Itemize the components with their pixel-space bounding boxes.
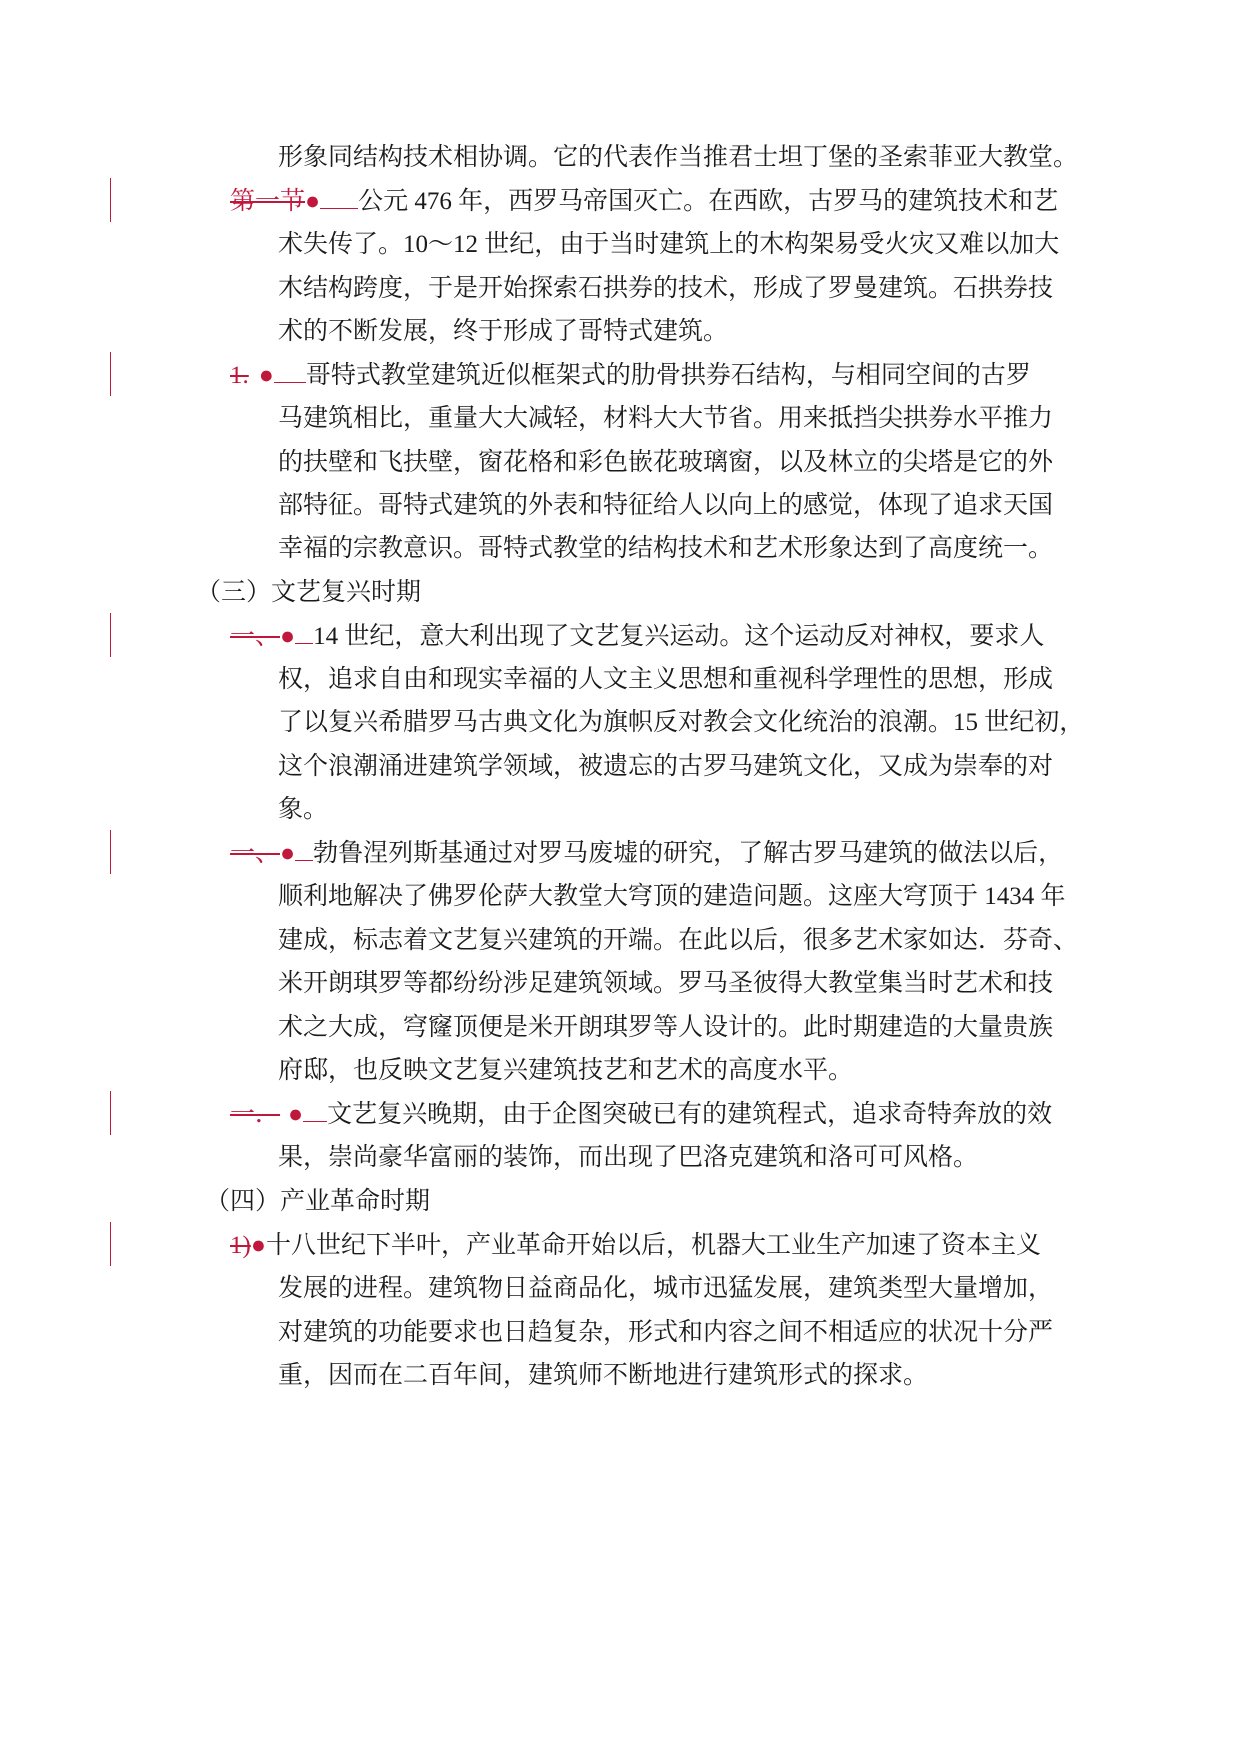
- bullet-icon: ●: [250, 1232, 266, 1259]
- paragraph-line: 幸福的宗教意识。哥特式教堂的结构技术和艺术形象达到了高度统一。: [278, 535, 1054, 562]
- paragraph-line: 发展的进程。建筑物日益商品化，城市迅猛发展，建筑类型大量增加，: [278, 1275, 1054, 1302]
- deleted-marker: 一、: [230, 840, 281, 867]
- change-bar: [110, 830, 111, 874]
- bullet-icon: ●: [288, 1101, 304, 1128]
- inserted-gap: [295, 621, 313, 644]
- paragraph-line: 象。: [278, 796, 329, 823]
- inserted-gap: [295, 838, 313, 861]
- deleted-marker: 一、: [230, 623, 281, 650]
- paragraph-line: 对建筑的功能要求也日趋复杂，形式和内容之间不相适应的状况十分严: [278, 1319, 1054, 1346]
- paragraph-first-line: [230, 837, 1063, 871]
- change-bar: [110, 613, 111, 657]
- paragraph-first-line: [230, 1098, 1052, 1132]
- paragraph-first-line: [230, 1229, 1041, 1263]
- bullet-icon: ●: [258, 362, 274, 389]
- paragraph-line: 部特征。哥特式建筑的外表和特征给人以向上的感觉，体现了追求天国: [278, 492, 1054, 519]
- intro-line: 形象同结构技术相协调。它的代表作当推君士坦丁堡的圣索菲亚大教堂。: [278, 144, 1079, 171]
- inserted-gap: [303, 1099, 327, 1122]
- paragraph-text: 公元 476 年，西罗马帝国灭亡。在西欧，古罗马的建筑技术和艺: [358, 188, 1059, 215]
- paragraph-line: 米开朗琪罗等都纷纷涉足建筑领域。罗马圣彼得大教堂集当时艺术和技: [278, 970, 1054, 997]
- bullet-icon: ●: [305, 188, 321, 215]
- paragraph-text: 14 世纪，意大利出现了文艺复兴运动。这个运动反对神权，要求人: [313, 623, 1045, 650]
- paragraph-first-line: [230, 359, 1031, 393]
- paragraph-text: 勃鲁涅列斯基通过对罗马废墟的研究，了解古罗马建筑的做法以后，: [313, 840, 1064, 867]
- change-bar: [110, 1222, 111, 1266]
- change-bar: [110, 1091, 111, 1135]
- bullet-icon: ●: [280, 623, 296, 650]
- section-heading: （四）产业革命时期: [205, 1188, 431, 1215]
- deleted-marker: 1): [230, 1232, 251, 1259]
- bullet-icon: ●: [280, 840, 296, 867]
- paragraph-first-line: [230, 620, 1044, 654]
- paragraph-line: 的扶壁和飞扶壁，窗花格和彩色嵌花玻璃窗，以及林立的尖塔是它的外: [278, 449, 1054, 476]
- paragraph-line: 这个浪潮涌进建筑学领域，被遗忘的古罗马建筑文化，又成为崇奉的对: [278, 753, 1054, 780]
- paragraph-line: 了以复兴希腊罗马古典文化为旗帜反对教会文化统治的浪潮。15 世纪初，: [278, 709, 1085, 736]
- paragraph-line: 术之大成，穹窿顶便是米开朗琪罗等人设计的。此时期建造的大量贵族: [278, 1014, 1054, 1041]
- paragraph-line: 木结构跨度，于是开始探索石拱券的技术，形成了罗曼建筑。石拱券技: [278, 275, 1054, 302]
- paragraph-first-line: [230, 185, 1058, 219]
- paragraph-text: 文艺复兴晚期，由于企图突破已有的建筑程式，追求奇特奔放的效: [327, 1101, 1053, 1128]
- paragraph-line: 权，追求自由和现实幸福的人文主义思想和重视科学理性的思想，形成: [278, 666, 1054, 693]
- deleted-marker: 一．: [230, 1101, 281, 1128]
- paragraph-line: 术失传了。10～12 世纪，由于当时建筑上的木构架易受火灾又难以加大: [278, 231, 1060, 258]
- paragraph-line: 府邸，也反映文艺复兴建筑技艺和艺术的高度水平。: [278, 1057, 854, 1084]
- deleted-marker: 1.: [230, 362, 249, 389]
- paragraph-line: 重，因而在二百年间，建筑师不断地进行建筑形式的探求。: [278, 1362, 929, 1389]
- paragraph-line: 马建筑相比，重量大大减轻，材料大大节省。用来抵挡尖拱券水平推力: [278, 405, 1054, 432]
- change-bar: [110, 352, 111, 396]
- paragraph-line: 术的不断发展，终于形成了哥特式建筑。: [278, 318, 729, 345]
- paragraph-line: 建成，标志着文艺复兴建筑的开端。在此以后，很多艺术家如达．芬奇、: [278, 927, 1079, 954]
- paragraph-line: 顺利地解决了佛罗伦萨大教堂大穹顶的建造问题。这座大穹顶于 1434 年: [278, 883, 1066, 910]
- paragraph-text: 哥特式教堂建筑近似框架式的肋骨拱券石结构，与相同空间的古罗: [305, 362, 1031, 389]
- change-bar: [110, 178, 111, 222]
- inserted-gap: [320, 186, 358, 209]
- paragraph-text: 十八世纪下半叶，产业革命开始以后，机器大工业生产加速了资本主义: [265, 1232, 1041, 1259]
- deleted-marker: 第一节: [230, 188, 306, 215]
- inserted-gap: [274, 360, 306, 383]
- paragraph-line: 果，崇尚豪华富丽的装饰，而出现了巴洛克建筑和洛可可风格。: [278, 1144, 979, 1171]
- section-heading: （三）文艺复兴时期: [196, 579, 422, 606]
